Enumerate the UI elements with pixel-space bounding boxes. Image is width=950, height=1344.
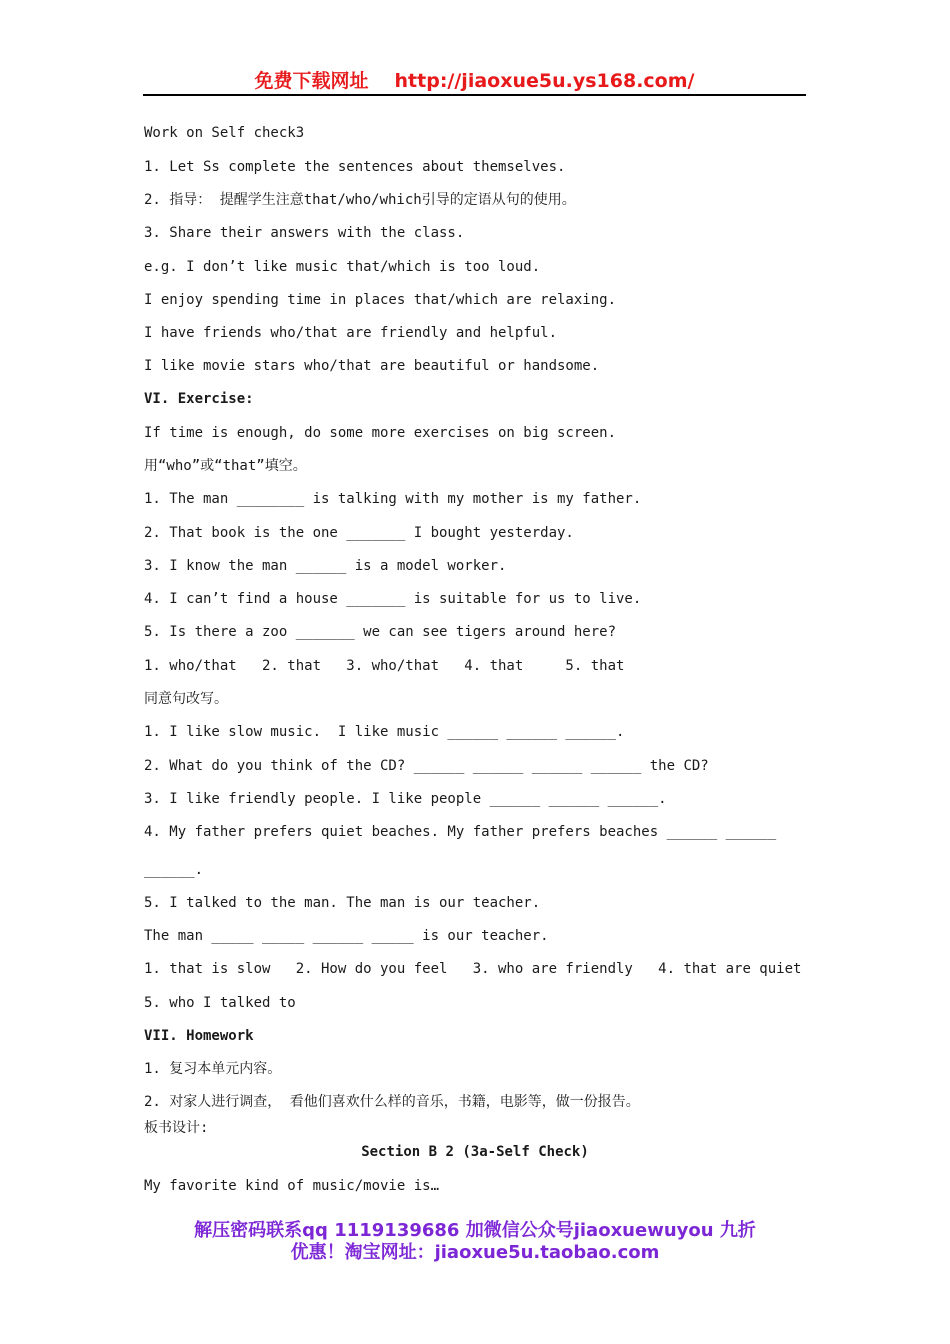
header-url[interactable]: http://jiaoxue5u.ys168.com/ <box>394 70 695 92</box>
header-label: 免费下载网址 <box>254 70 369 92</box>
text-line: 3. Share their answers with the class. <box>144 225 465 241</box>
text-line: I enjoy spending time in places that/which are relaxing. <box>144 292 617 308</box>
text-line: 1. Let Ss complete the sentences about themselves. <box>144 159 566 175</box>
homework-heading: VII. Homework <box>144 1028 254 1044</box>
text-line: 用“who”或“that”填空。 <box>144 458 307 474</box>
text-line: 2. 对家人进行调查， 看他们喜欢什么样的音乐，书籍，电影等，做一份报告。 <box>144 1094 640 1110</box>
text-line: 3. I like friendly people. I like people ______ ______ ______. <box>144 791 667 807</box>
footer-line-1: 解压密码联系qq 1119139686 加微信公众号jiaoxuewuyou 九折 <box>194 1220 756 1241</box>
answer-line: 1. that is slow 2. How do you feel 3. who are friendly 4. that are quiet <box>144 961 802 977</box>
answer-line: 1. who/that 2. that 3. who/that 4. that 5. that <box>144 658 625 674</box>
text-line: 4. My father prefers quiet beaches. My father prefers beaches ______ ______ <box>144 824 777 840</box>
text-line: The man _____ _____ ______ _____ is our teacher. <box>144 928 549 944</box>
board-title: Section B 2 (3a-Self Check) <box>361 1144 589 1160</box>
text-line: 3. I know the man ______ is a model worker. <box>144 558 507 574</box>
exercise-heading: VI. Exercise: <box>144 391 254 407</box>
page-header-link[interactable] <box>143 66 806 96</box>
text-line: ______. <box>144 862 204 878</box>
footer-line-2[interactable]: 优惠！淘宝网址：jiaoxue5u.taobao.com <box>290 1242 660 1263</box>
text-line: 5. I talked to the man. The man is our teacher. <box>144 895 541 911</box>
text-line: If time is enough, do some more exercises on big screen. <box>144 425 617 441</box>
text-line: 2. That book is the one _______ I bought yesterday. <box>144 525 574 541</box>
section-heading: Work on Self check3 <box>144 125 305 141</box>
text-line: 1. The man ________ is talking with my mother is my father. <box>144 491 642 507</box>
text-line: My favorite kind of music/movie is… <box>144 1178 440 1194</box>
answer-line: 5. who I talked to <box>144 995 296 1011</box>
text-line: e.g. I don’t like music that/which is too loud. <box>144 259 541 275</box>
text-line: I have friends who/that are friendly and helpful. <box>144 325 558 341</box>
text-line: 2. 指导： 提醒学生注意that/who/which引导的定语从句的使用。 <box>144 192 576 208</box>
text-line: 2. What do you think of the CD? ______ ______ ______ ______ the CD? <box>144 758 709 774</box>
text-line: 1. I like slow music. I like music ______ ______ ______. <box>144 724 625 740</box>
text-line: 5. Is there a zoo _______ we can see tigers around here? <box>144 624 617 640</box>
text-line: 1. 复习本单元内容。 <box>144 1061 282 1077</box>
text-line: 4. I can’t find a house _______ is suitable for us to live. <box>144 591 642 607</box>
text-line: 同意句改写。 <box>144 691 228 707</box>
text-line: 板书设计: <box>144 1120 209 1136</box>
text-line: I like movie stars who/that are beautiful or handsome. <box>144 358 600 374</box>
